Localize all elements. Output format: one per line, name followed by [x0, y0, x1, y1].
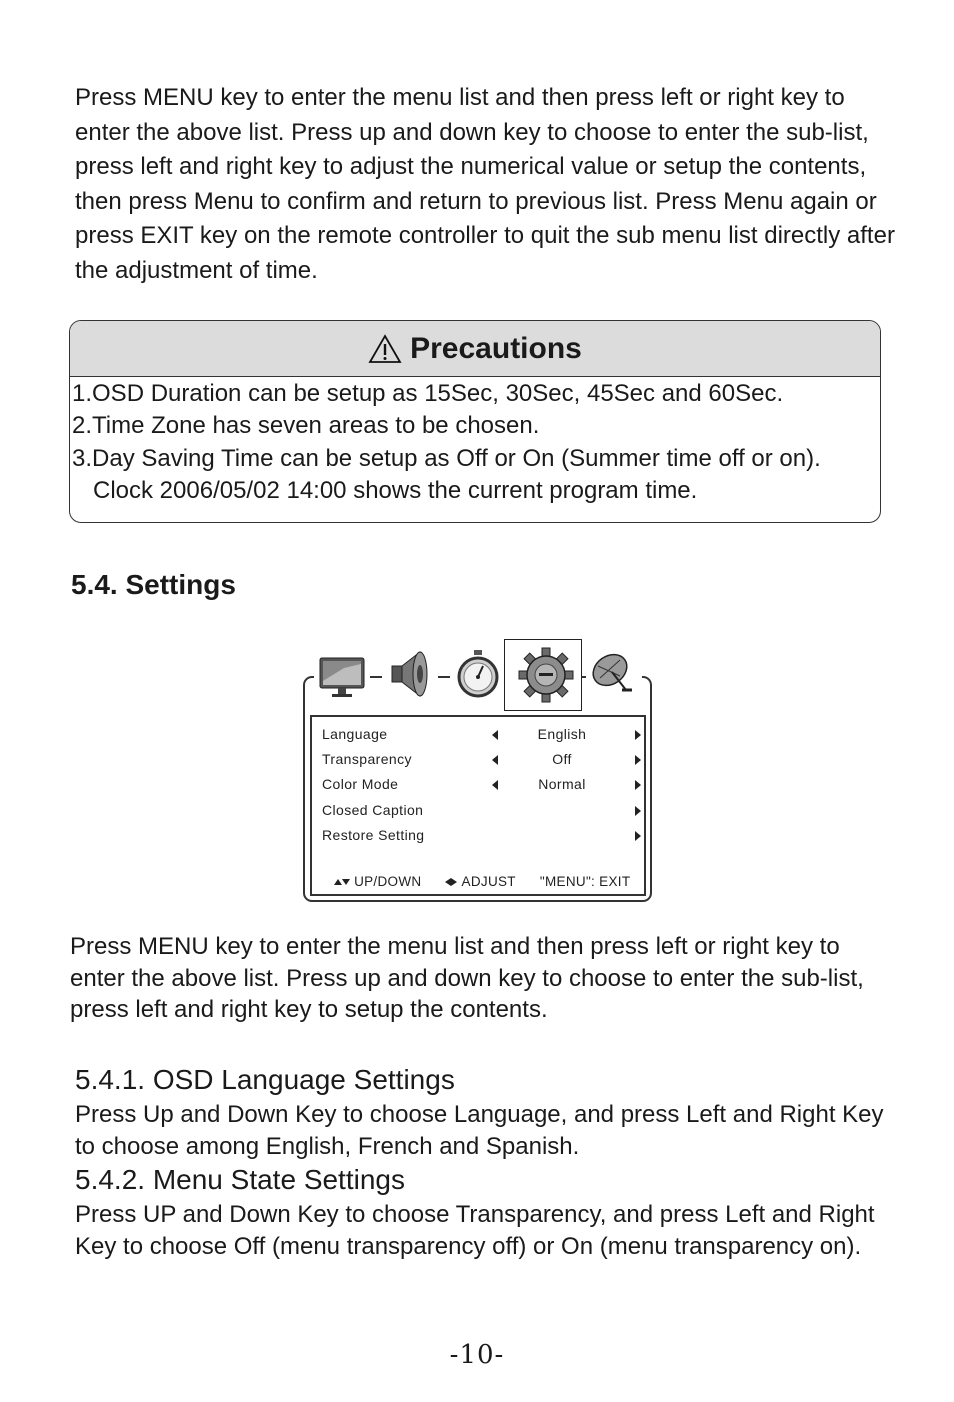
precautions-title: Precautions — [410, 331, 582, 365]
precautions-header — [70, 321, 880, 377]
arrow-right-icon — [635, 730, 641, 740]
arrow-right-icon — [635, 780, 641, 790]
arrow-right-icon — [635, 755, 641, 765]
settings-heading: 5.4. Settings — [71, 569, 236, 600]
precaution-item: 3.Day Saving Time can be setup as Off or On (Summer time off or on). — [72, 444, 821, 472]
intro-paragraph: Press MENU key to enter the menu list and then press left or right key to enter the above list. Press up and down key to choose to enter the sub-list, press left and right key to adjust the numerical value or setup the contents, then press Menu to confirm and return to previous list. Press Menu again or press EXIT key on the remote controller to quit the sub menu list directly after the adjustment of time. — [75, 84, 895, 284]
channel-satellite-icon[interactable] — [586, 646, 642, 702]
precaution-item: 1.OSD Duration can be setup as 15Sec, 30Sec, 45Sec and 60Sec. — [72, 380, 784, 407]
menu-state-heading: 5.4.2. Menu State Settings — [75, 1164, 405, 1195]
picture-icon[interactable] — [314, 646, 370, 702]
osd-language-text: Press Up and Down Key to choose Language, and press Left and Right Key to choose among English, French and Spanish. — [75, 1101, 884, 1160]
menu-row-label: Language — [322, 726, 388, 742]
arrow-right-icon — [451, 878, 457, 886]
precaution-item: Clock 2006/05/02 14:00 shows the current program time. — [93, 476, 698, 504]
menu-row-label: Transparency — [322, 751, 412, 767]
settings-gear-icon[interactable] — [516, 645, 576, 705]
precautions-box — [69, 320, 881, 523]
arrow-right-icon — [635, 831, 641, 841]
menu-row-value: English — [537, 726, 587, 742]
menu-row-value: Normal — [538, 776, 586, 792]
updown-hint: UP/DOWN — [334, 874, 421, 889]
page-number: -10- — [449, 1340, 505, 1370]
timer-icon[interactable] — [450, 646, 506, 702]
menu-row-value: Off — [552, 751, 572, 767]
arrow-left-icon — [492, 730, 498, 740]
adjust-hint: ADJUST — [445, 874, 515, 889]
arrow-right-icon — [635, 806, 641, 816]
menu-row-label: Restore Setting — [322, 827, 425, 843]
arrow-up-icon — [334, 879, 342, 885]
warning-triangle-icon — [368, 334, 402, 364]
osd-settings-menu — [300, 638, 652, 900]
exit-hint: "MENU": EXIT — [539, 874, 631, 889]
arrow-left-icon — [492, 780, 498, 790]
precautions-list — [72, 378, 821, 507]
osd-frame — [303, 676, 652, 902]
osd-language-heading: 5.4.1. OSD Language Settings — [75, 1064, 455, 1095]
arrow-left-icon — [492, 755, 498, 765]
osd-footer-hints — [334, 874, 630, 889]
osd-menu-panel — [310, 715, 646, 896]
arrow-down-icon — [342, 879, 350, 885]
sound-icon[interactable] — [382, 646, 438, 702]
menu-row-label: Closed Caption — [322, 802, 424, 818]
precaution-item: 2.Time Zone has seven areas to be chosen. — [72, 412, 540, 440]
menu-row-label: Color Mode — [322, 776, 399, 792]
settings-paragraph: Press MENU key to enter the menu list and then press left or right key to enter the above list. Press up and down key to choose to enter the sub-list, press left and right key to setup the contents. — [70, 933, 864, 1023]
menu-state-text: Press UP and Down Key to choose Transparency, and press Left and Right Key to choose Off (menu transparency off) or On (menu transparency on). — [75, 1201, 875, 1260]
